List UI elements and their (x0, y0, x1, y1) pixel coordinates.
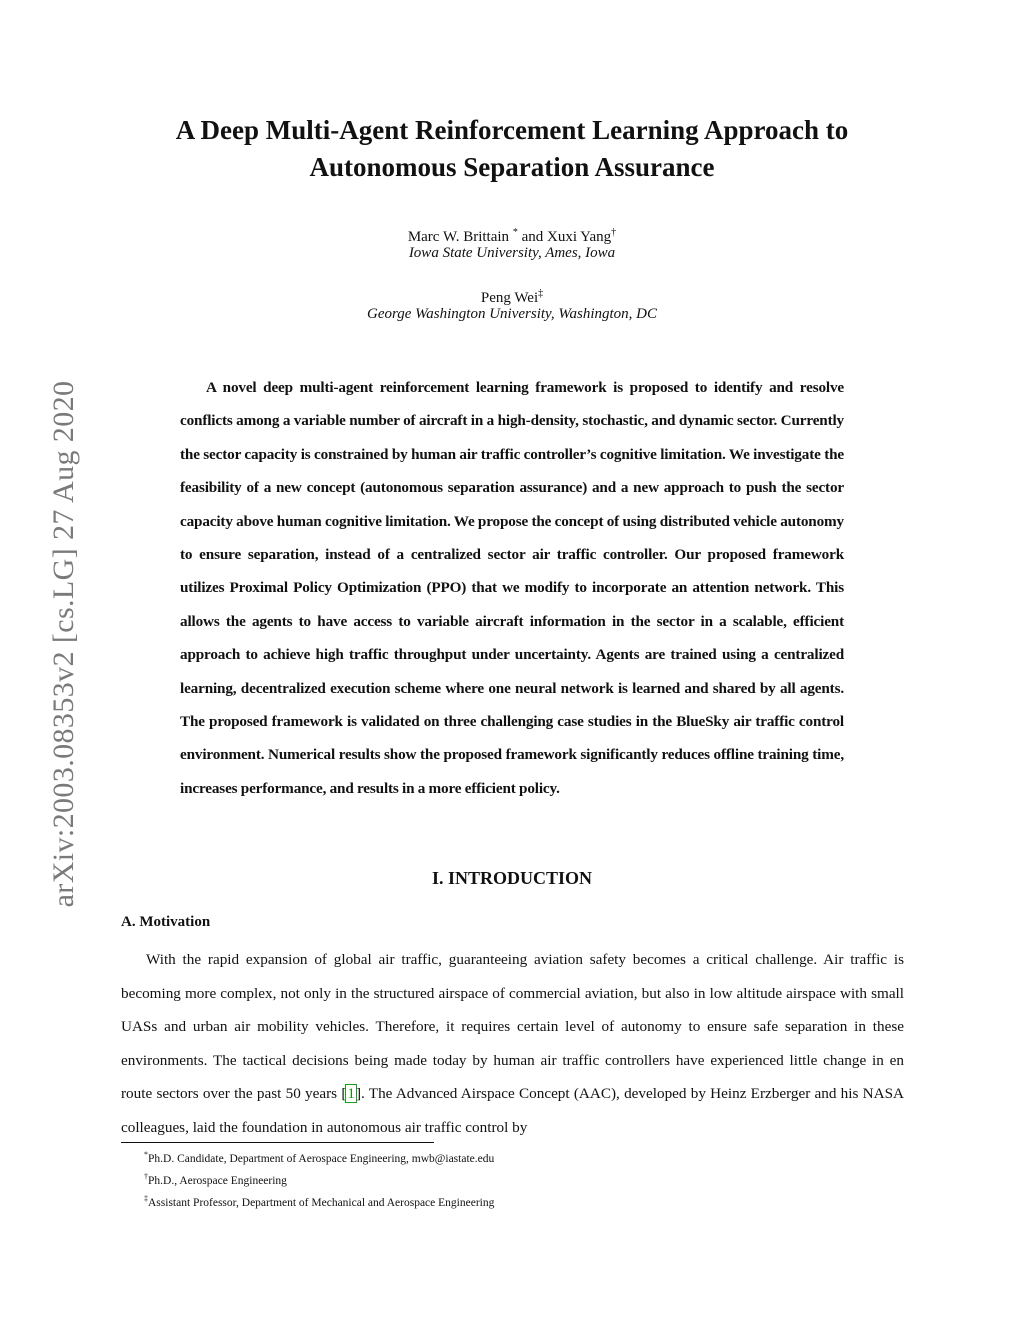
author-mark-c: ‡ (538, 288, 544, 299)
author-wei: Peng Wei (480, 290, 539, 306)
footnotes (144, 1146, 494, 1211)
author-conjunction: and (521, 229, 544, 245)
footnote-text: Assistant Professor, Department of Mechanical and Aerospace Engineering (148, 1196, 495, 1209)
affiliation-2: George Washington University, Washington, DC (366, 306, 657, 322)
footnote (144, 1146, 494, 1168)
title-line-1: A Deep Multi-Agent Reinforcement Learning Approach to (175, 115, 849, 145)
author-mark-a: * (512, 227, 518, 238)
section-heading-introduction: I. INTRODUCTION (431, 868, 593, 888)
footnote-text: Ph.D. Candidate, Department of Aerospace Engineering, mwb@iastate.edu (148, 1152, 495, 1165)
footnote-text: Ph.D., Aerospace Engineering (148, 1174, 287, 1187)
footnote-mark: † (144, 1171, 148, 1181)
paragraph-text-after-citation: . The Advanced Airspace Concept (AAC), developed by Heinz Erzberger and his NASA colleagues, laid the foundation in autonomous air traffic control by (121, 1085, 904, 1136)
paragraph-text-before-citation: With the rapid expansion of global air traffic, guaranteeing aviation safety becomes a critical challenge. Air traffic is becoming more complex, not only in the structured airspace of commercial aviation, but also in low altitude airspace with small UASs and urban air mobility vehicles. Therefore, it requires certain level of autonomy to ensure safe separation in these environments. The tactical decisions being made today by human air traffic controllers have experienced little change in en route sectors over the past 50 years (121, 951, 904, 1102)
author-brittain: Marc W. Brittain (407, 229, 510, 245)
footnote-mark: ‡ (144, 1193, 148, 1203)
citation-link[interactable]: 1 (347, 1085, 355, 1102)
introduction-paragraph: With the rapid expansion of global air traffic, guaranteeing aviation safety becomes a critical challenge. Air traffic is becoming more complex, not only in the structured airspace of commercial aviation, but also in low altitude airspace with small UASs and urban air mobility vehicles. Therefore, it requires certain level of autonomy to ensure safe separation in these environments. The tactical decisions being made today by human air traffic controllers have experienced little change in en route sectors over the past 50 years [1]. The Advanced Airspace Concept (AAC), developed by Heinz Erzberger and his NASA colleagues, laid the foundation in autonomous air traffic control by (121, 951, 904, 1136)
footnote (144, 1168, 494, 1190)
arxiv-stamp-text: arXiv:2003.08353v2 [cs.LG] 27 Aug 2020 (47, 380, 80, 908)
paper-title (100, 112, 924, 186)
affiliation-1: Iowa State University, Ames, Iowa (408, 245, 616, 261)
subsection-heading-motivation: A. Motivation (121, 914, 211, 930)
arxiv-identifier-stamp (0, 0, 80, 908)
footnote-divider (121, 1142, 434, 1143)
footnote-mark: * (144, 1150, 148, 1159)
abstract: A novel deep multi-agent reinforcement learning framework is proposed to identify and resolve conflicts among a variable number of aircraft in a high-density, stochastic, and dynamic sector. Currently the sector capacity is constrained by human air traffic controller’s cognitive limitation. We investigate the feasibility of a new concept (autonomous separation assurance) and a new approach to push the sector capacity above human cognitive limitation. We propose the concept of using distributed vehicle autonomy to ensure separation, instead of a centralized sector air traffic controller. Our proposed framework utilizes Proximal Policy Optimization (PPO) that we modify to incorporate an attention network. This allows the agents to have access to variable aircraft information in the sector in a scalable, efficient approach to achieve high traffic throughput under uncertainty. Agents are trained using a centralized learning, decentralized execution scheme where one neural network is learned and shared by all agents. The proposed framework is validated on three challenging case studies in the BlueSky air traffic control environment. Numerical results show the proposed framework significantly reduces offline training time, increases performance, and results in a more efficient policy. (180, 379, 844, 797)
footnote (144, 1190, 494, 1212)
author-yang: Xuxi Yang (546, 229, 612, 245)
title-line-2: Autonomous Separation Assurance (309, 152, 715, 182)
author-mark-b: † (611, 227, 617, 238)
